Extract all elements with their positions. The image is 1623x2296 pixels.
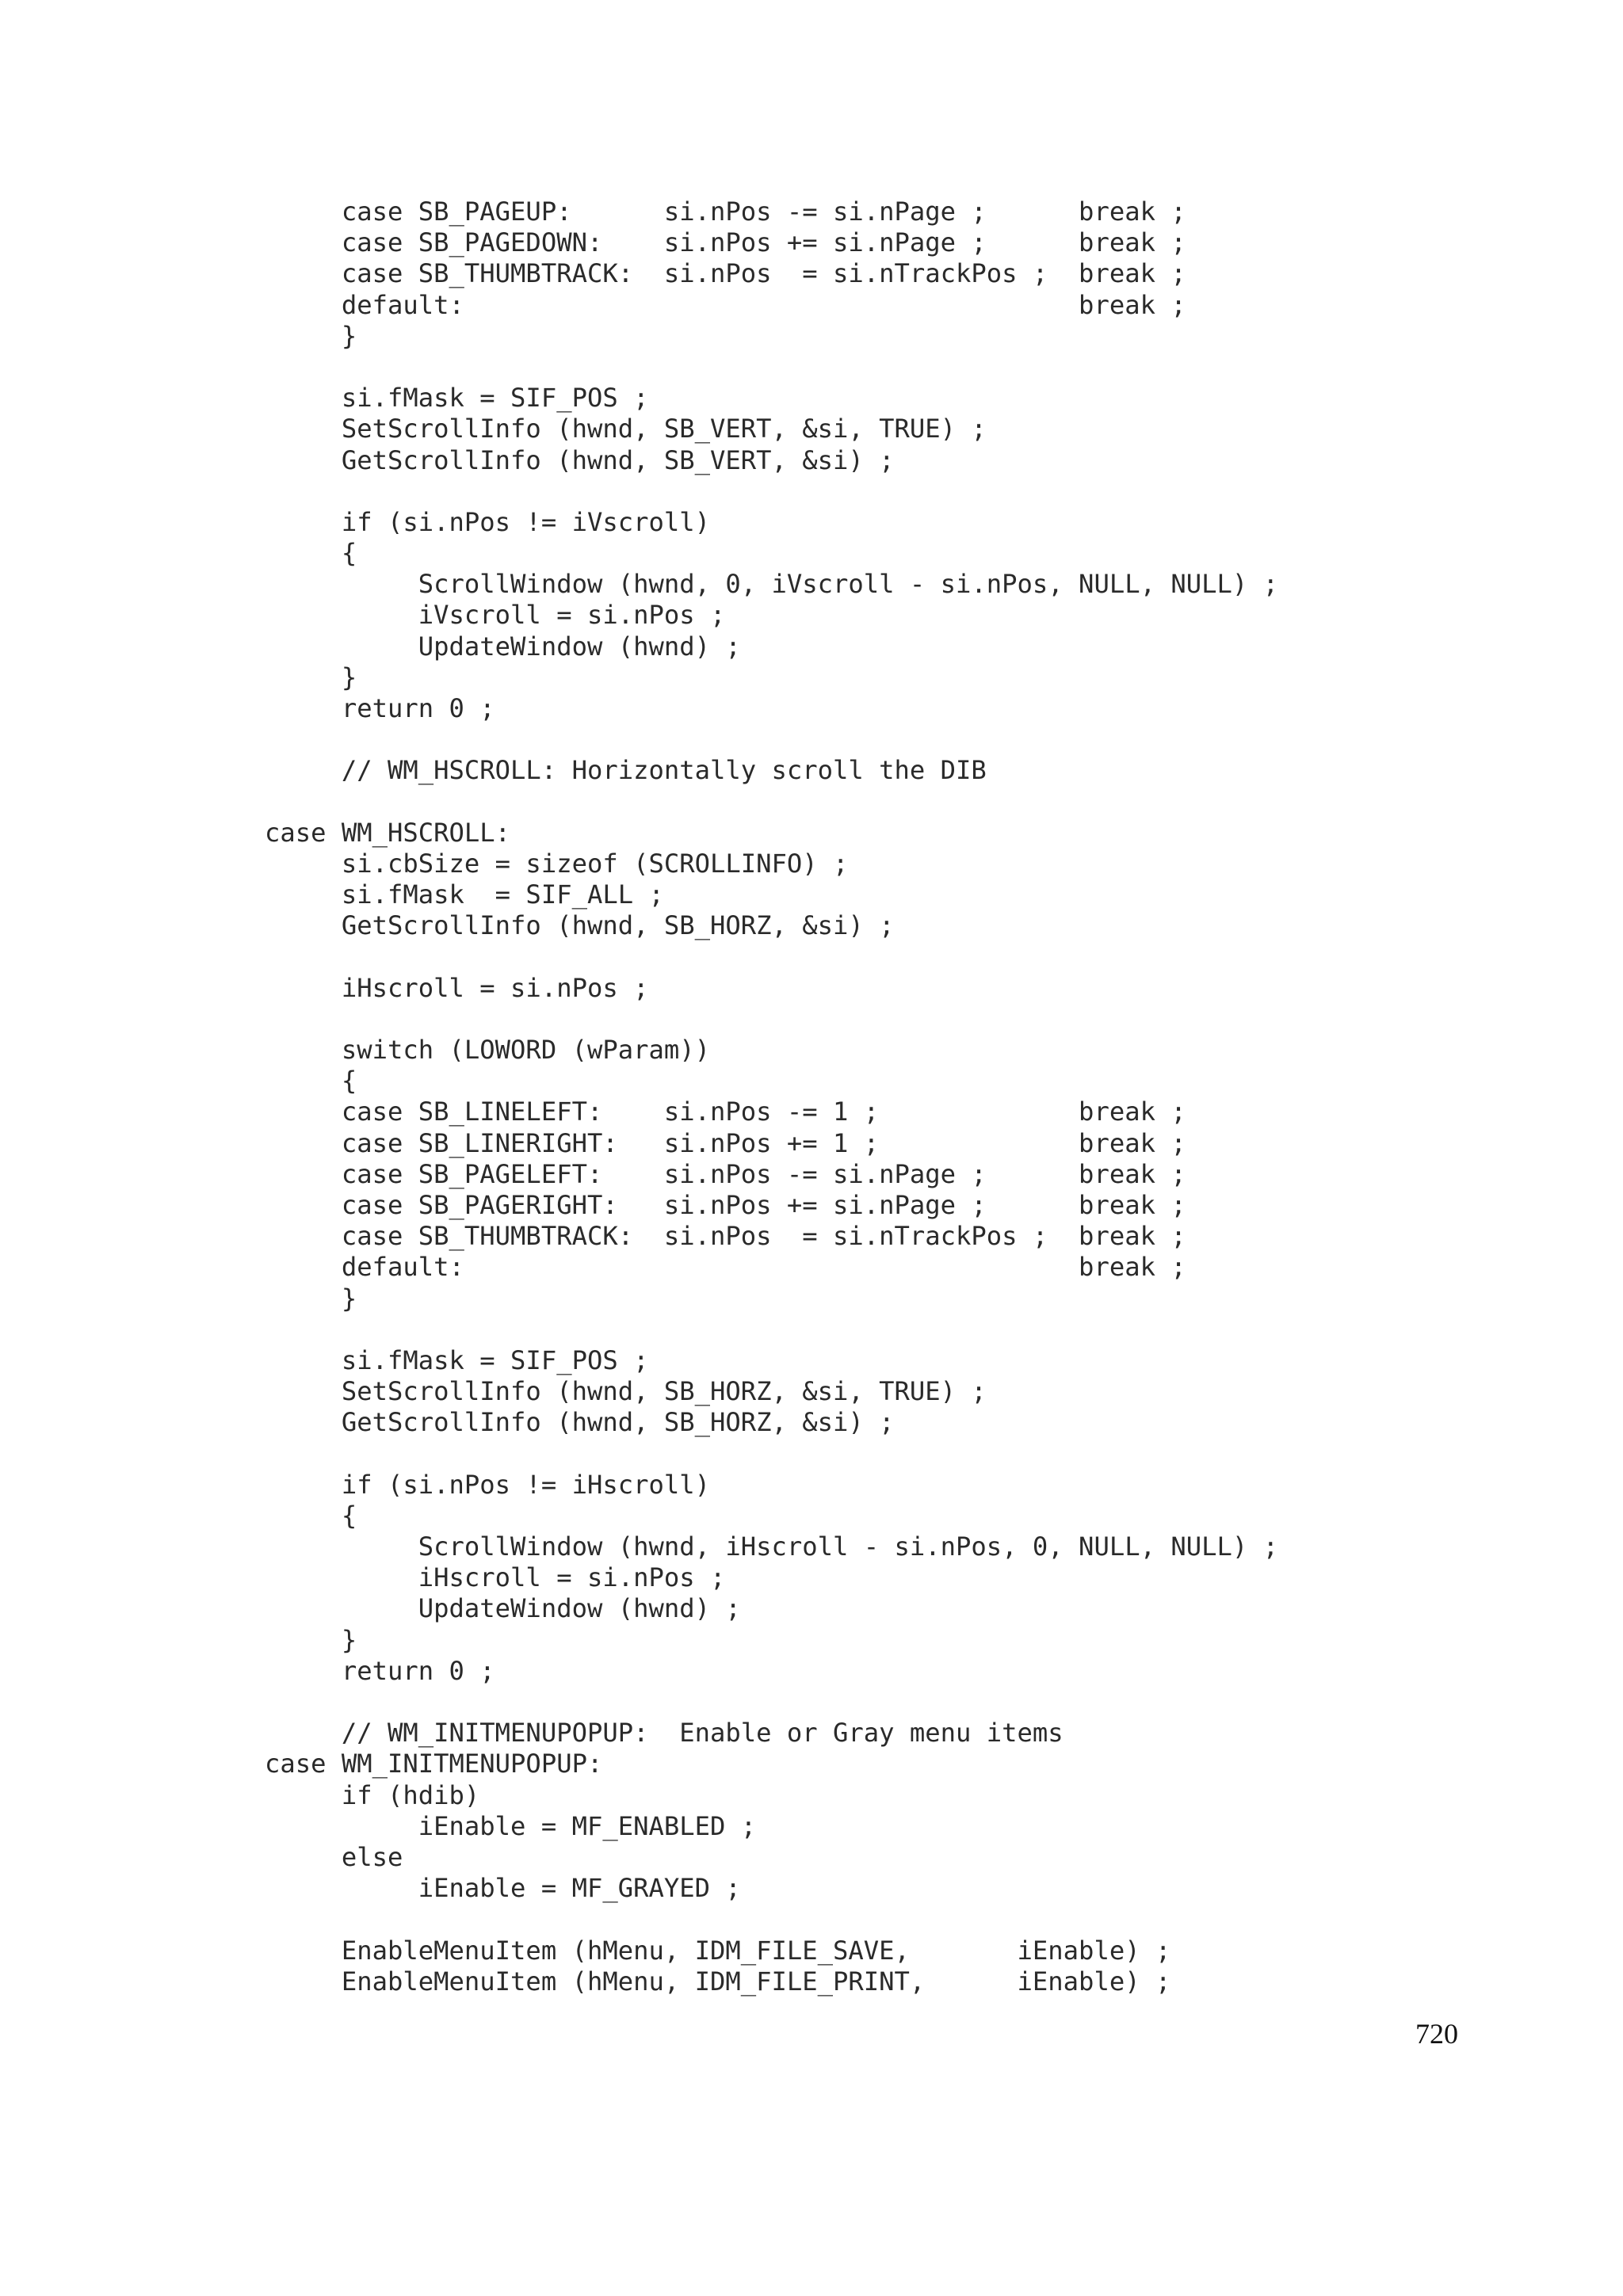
code-line: ScrollWindow (hwnd, iHscroll - si.nPos, 0, NULL, NULL) ; (265, 1531, 1278, 1562)
code-line: iHscroll = si.nPos ; (265, 972, 649, 1003)
code-line: // WM_HSCROLL: Horizontally scroll the DIB (265, 755, 987, 786)
code-line: case WM_HSCROLL: (265, 817, 511, 848)
code-line: case SB_LINELEFT: si.nPos -= 1 ; break ; (265, 1097, 1186, 1127)
code-line (265, 1004, 1278, 1035)
code-line: if (hdib) (265, 1779, 480, 1810)
code-line: SetScrollInfo (hwnd, SB_VERT, &si, TRUE) ; (265, 414, 987, 444)
code-line: case SB_PAGEUP: si.nPos -= si.nPage ; break ; (265, 196, 1186, 227)
code-line: GetScrollInfo (hwnd, SB_HORZ, &si) ; (265, 1407, 895, 1438)
code-line: } (265, 1624, 357, 1655)
code-line: si.cbSize = sizeof (SCROLLINFO) ; (265, 848, 849, 879)
code-line: return 0 ; (265, 1655, 495, 1686)
code-line: ScrollWindow (hwnd, 0, iVscroll - si.nPos, NULL, NULL) ; (265, 569, 1278, 600)
code-line: iVscroll = si.nPos ; (265, 600, 726, 631)
code-line: iHscroll = si.nPos ; (265, 1562, 726, 1593)
code-line: // WM_INITMENUPOPUP: Enable or Gray menu items (265, 1718, 1064, 1749)
code-line: UpdateWindow (hwnd) ; (265, 631, 741, 662)
code-line: GetScrollInfo (hwnd, SB_HORZ, &si) ; (265, 910, 895, 941)
code-line: case SB_LINERIGHT: si.nPos += 1 ; break ; (265, 1127, 1186, 1158)
code-line: si.fMask = SIF_POS ; (265, 383, 649, 414)
code-line: EnableMenuItem (hMenu, IDM_FILE_PRINT, iEnable) ; (265, 1966, 1171, 1997)
code-line: case SB_THUMBTRACK: si.nPos = si.nTrackPos ; break ; (265, 258, 1186, 289)
code-line (265, 476, 1278, 507)
code-line: si.fMask = SIF_POS ; (265, 1344, 649, 1375)
code-line: default: break ; (265, 289, 1186, 320)
page-number: 720 (1415, 2018, 1458, 2050)
code-line: case SB_THUMBTRACK: si.nPos = si.nTrackPos ; break ; (265, 1221, 1186, 1252)
code-line (265, 787, 1278, 818)
code-line: { (265, 1500, 357, 1531)
code-line: } (265, 320, 357, 351)
code-line: GetScrollInfo (hwnd, SB_VERT, &si) ; (265, 444, 895, 475)
code-line: UpdateWindow (hwnd) ; (265, 1593, 741, 1624)
code-line (265, 1314, 1278, 1345)
code-line: switch (LOWORD (wParam)) (265, 1035, 710, 1066)
code-line (265, 352, 1278, 383)
code-line: return 0 ; (265, 693, 495, 723)
code-listing (265, 196, 1278, 1997)
code-line: { (265, 538, 357, 569)
code-line (265, 942, 1278, 973)
code-line: iEnable = MF_ENABLED ; (265, 1810, 757, 1841)
code-line: { (265, 1066, 357, 1097)
code-line: EnableMenuItem (hMenu, IDM_FILE_SAVE, iEnable) ; (265, 1935, 1171, 1966)
code-line: } (265, 662, 357, 692)
code-line: default: break ; (265, 1252, 1186, 1283)
code-line: case SB_PAGEDOWN: si.nPos += si.nPage ; break ; (265, 227, 1186, 258)
code-line (265, 1687, 1278, 1718)
code-line: if (si.nPos != iHscroll) (265, 1469, 710, 1500)
code-line: if (si.nPos != iVscroll) (265, 506, 710, 537)
code-line: si.fMask = SIF_ALL ; (265, 879, 664, 910)
code-line (265, 724, 1278, 755)
code-line (265, 1439, 1278, 1470)
code-line: case SB_PAGERIGHT: si.nPos += si.nPage ; break ; (265, 1190, 1186, 1220)
code-line (265, 1904, 1278, 1935)
code-line: case WM_INITMENUPOPUP: (265, 1749, 603, 1779)
code-line: iEnable = MF_GRAYED ; (265, 1873, 741, 1904)
code-line: case SB_PAGELEFT: si.nPos -= si.nPage ; break ; (265, 1158, 1186, 1189)
code-line: } (265, 1283, 357, 1314)
code-line: SetScrollInfo (hwnd, SB_HORZ, &si, TRUE) ; (265, 1376, 987, 1407)
code-line: else (265, 1841, 403, 1872)
